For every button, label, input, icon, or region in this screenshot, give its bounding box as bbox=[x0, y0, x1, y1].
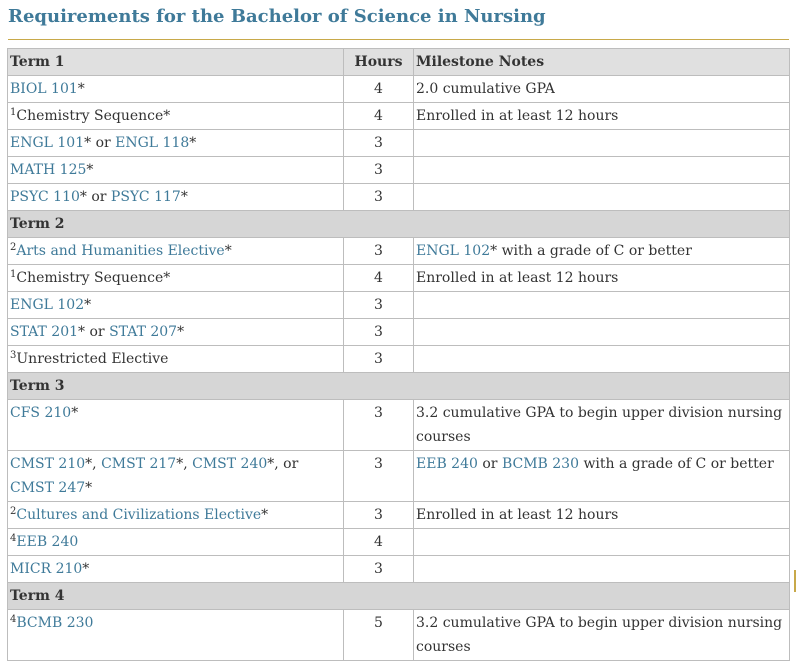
term-heading-row bbox=[8, 583, 790, 610]
note-cell bbox=[414, 157, 790, 184]
note-cell: Enrolled in at least 12 hours bbox=[414, 103, 790, 130]
course-text: Chemistry Sequence bbox=[16, 108, 164, 124]
footnote-mark: 1 bbox=[10, 269, 17, 280]
table-row bbox=[8, 502, 790, 529]
note-cell bbox=[414, 238, 790, 265]
table-row bbox=[8, 265, 790, 292]
course-link[interactable]: ENGL 118 bbox=[115, 135, 190, 151]
star-mark: * bbox=[163, 108, 171, 124]
course-cell bbox=[8, 502, 344, 529]
star-mark: * bbox=[77, 81, 85, 97]
course-link[interactable]: CMST 210 bbox=[10, 456, 86, 472]
course-cell bbox=[8, 238, 344, 265]
course-cell bbox=[8, 292, 344, 319]
course-link[interactable]: CMST 247 bbox=[10, 480, 86, 496]
separator-text: *, bbox=[85, 456, 102, 472]
hours-cell: 4 bbox=[344, 529, 414, 556]
star-mark: * bbox=[86, 162, 94, 178]
note-cell bbox=[414, 130, 790, 157]
footnote-mark: 2 bbox=[10, 506, 17, 517]
star-mark: * bbox=[82, 561, 90, 577]
footnote-mark: 3 bbox=[10, 350, 17, 361]
separator-text: * or bbox=[78, 324, 110, 340]
note-course-link[interactable]: EEB 240 bbox=[416, 456, 478, 472]
hours-cell: 4 bbox=[344, 265, 414, 292]
course-cell bbox=[8, 103, 344, 130]
term-heading-row bbox=[8, 373, 790, 400]
hours-cell: 3 bbox=[344, 400, 414, 451]
term-3-label: Term 3 bbox=[8, 373, 790, 400]
table-row bbox=[8, 238, 790, 265]
table-row bbox=[8, 76, 790, 103]
note-cell bbox=[414, 319, 790, 346]
note-cell bbox=[414, 184, 790, 211]
notes-header: Milestone Notes bbox=[414, 49, 790, 76]
note-text: with a grade of C or better bbox=[579, 456, 774, 472]
course-text: Unrestricted Elective bbox=[16, 351, 169, 367]
note-cell: 2.0 cumulative GPA bbox=[414, 76, 790, 103]
hours-cell: 3 bbox=[344, 556, 414, 583]
separator-text: *, or bbox=[267, 456, 299, 472]
course-link[interactable]: STAT 201 bbox=[10, 324, 79, 340]
footnote-mark: 4 bbox=[10, 614, 17, 625]
footnote-mark: 4 bbox=[10, 533, 17, 544]
term-heading-row bbox=[8, 211, 790, 238]
requirements-table bbox=[7, 48, 790, 661]
note-cell bbox=[414, 451, 790, 502]
course-link[interactable]: EEB 240 bbox=[16, 534, 79, 550]
course-link[interactable]: CFS 210 bbox=[10, 405, 72, 421]
separator-text: *, bbox=[176, 456, 193, 472]
course-cell bbox=[8, 319, 344, 346]
note-text: * with a grade of C or better bbox=[490, 243, 692, 259]
term-header: Term 1 bbox=[8, 49, 344, 76]
table-row bbox=[8, 292, 790, 319]
course-cell bbox=[8, 346, 344, 373]
page-title: Requirements for the Bachelor of Science in Nursing bbox=[8, 6, 546, 27]
hours-cell: 5 bbox=[344, 610, 414, 661]
note-cell bbox=[414, 292, 790, 319]
table-row bbox=[8, 130, 790, 157]
title-divider bbox=[8, 39, 789, 40]
table-row bbox=[8, 400, 790, 451]
note-cell: 3.2 cumulative GPA to begin upper division nursing courses bbox=[414, 400, 790, 451]
hours-cell: 3 bbox=[344, 184, 414, 211]
note-text: or bbox=[477, 456, 502, 472]
course-cell bbox=[8, 130, 344, 157]
note-cell bbox=[414, 529, 790, 556]
course-link[interactable]: PSYC 110 bbox=[10, 189, 80, 205]
star-mark: * bbox=[261, 507, 269, 523]
star-mark: * bbox=[84, 297, 92, 313]
course-link[interactable]: BCMB 230 bbox=[16, 615, 94, 631]
course-cell bbox=[8, 529, 344, 556]
footnote-mark: 1 bbox=[10, 107, 17, 118]
course-link[interactable]: BIOL 101 bbox=[10, 81, 78, 97]
hours-cell: 3 bbox=[344, 346, 414, 373]
course-link[interactable]: STAT 207 bbox=[109, 324, 178, 340]
course-cell bbox=[8, 610, 344, 661]
star-mark: * bbox=[85, 480, 93, 496]
hours-cell: 4 bbox=[344, 76, 414, 103]
course-link[interactable]: MATH 125 bbox=[10, 162, 87, 178]
course-link[interactable]: ENGL 101 bbox=[10, 135, 85, 151]
term-4-label: Term 4 bbox=[8, 583, 790, 610]
note-cell: Enrolled in at least 12 hours bbox=[414, 502, 790, 529]
table-row bbox=[8, 451, 790, 502]
hours-cell: 3 bbox=[344, 319, 414, 346]
course-link[interactable]: CMST 217 bbox=[101, 456, 177, 472]
course-text: Chemistry Sequence bbox=[16, 270, 164, 286]
star-mark: * bbox=[177, 324, 185, 340]
hours-cell: 3 bbox=[344, 292, 414, 319]
course-cell bbox=[8, 157, 344, 184]
course-link[interactable]: Cultures and Civilizations Elective bbox=[16, 507, 262, 523]
table-row bbox=[8, 610, 790, 661]
hours-cell: 3 bbox=[344, 157, 414, 184]
table-row bbox=[8, 184, 790, 211]
star-mark: * bbox=[180, 189, 188, 205]
course-link[interactable]: MICR 210 bbox=[10, 561, 83, 577]
course-link[interactable]: Arts and Humanities Elective bbox=[16, 243, 225, 259]
hours-cell: 3 bbox=[344, 130, 414, 157]
separator-text: * or bbox=[79, 189, 111, 205]
star-mark: * bbox=[224, 243, 232, 259]
table-header-row bbox=[8, 49, 790, 76]
note-cell bbox=[414, 346, 790, 373]
course-cell bbox=[8, 556, 344, 583]
course-link[interactable]: PSYC 117 bbox=[110, 189, 181, 205]
course-link[interactable]: CMST 240 bbox=[192, 456, 268, 472]
table-row bbox=[8, 103, 790, 130]
course-cell bbox=[8, 184, 344, 211]
note-cell: 3.2 cumulative GPA to begin upper division nursing courses bbox=[414, 610, 790, 661]
note-course-link[interactable]: ENGL 102 bbox=[416, 243, 491, 259]
note-cell bbox=[414, 556, 790, 583]
course-cell bbox=[8, 265, 344, 292]
hours-header: Hours bbox=[344, 49, 414, 76]
hours-cell: 4 bbox=[344, 103, 414, 130]
note-course-link[interactable]: BCMB 230 bbox=[501, 456, 579, 472]
star-mark: * bbox=[163, 270, 171, 286]
course-cell bbox=[8, 400, 344, 451]
course-cell bbox=[8, 451, 344, 502]
table-row bbox=[8, 346, 790, 373]
star-mark: * bbox=[71, 405, 79, 421]
table-row bbox=[8, 556, 790, 583]
separator-text: * or bbox=[84, 135, 116, 151]
hours-cell: 3 bbox=[344, 238, 414, 265]
course-link[interactable]: ENGL 102 bbox=[10, 297, 85, 313]
star-mark: * bbox=[189, 135, 197, 151]
table-row bbox=[8, 529, 790, 556]
table-row bbox=[8, 157, 790, 184]
footnote-mark: 2 bbox=[10, 242, 17, 253]
term-2-label: Term 2 bbox=[8, 211, 790, 238]
course-cell bbox=[8, 76, 344, 103]
table-row bbox=[8, 319, 790, 346]
hours-cell: 3 bbox=[344, 502, 414, 529]
note-cell: Enrolled in at least 12 hours bbox=[414, 265, 790, 292]
hours-cell: 3 bbox=[344, 451, 414, 502]
